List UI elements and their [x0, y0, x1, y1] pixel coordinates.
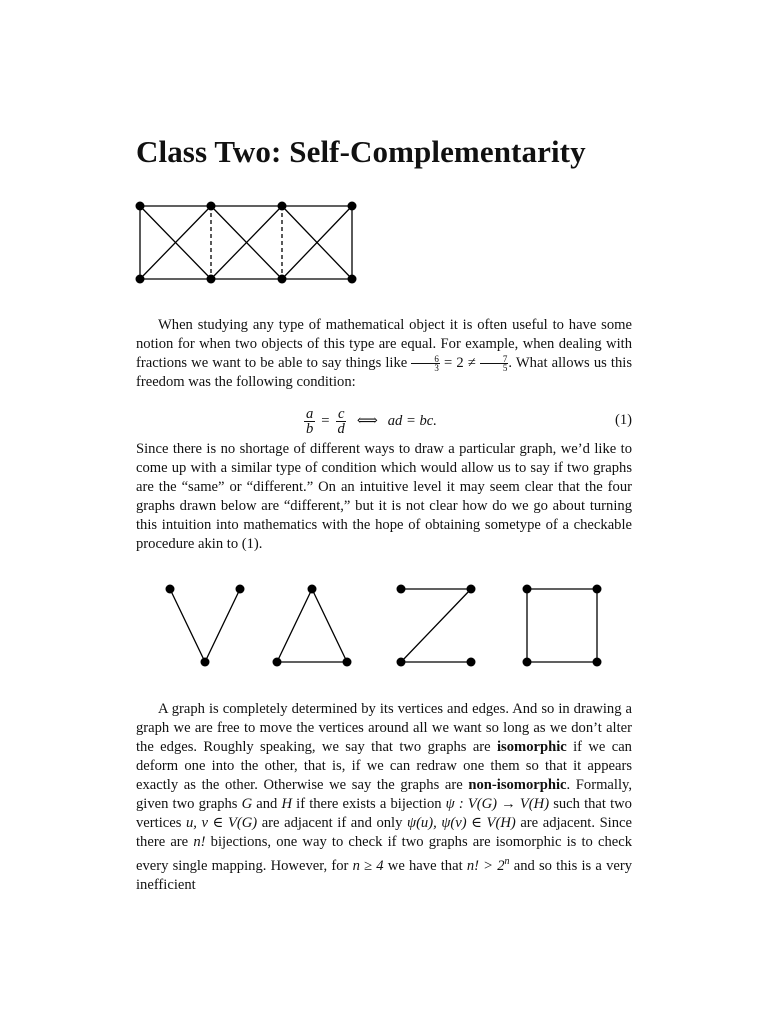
graph-vertex: [278, 202, 287, 211]
fraction-seven-fifths: $\frac{7}{5}$: [480, 355, 509, 372]
equation-1: $\frac{a}{b}$ = $\frac{c}{d}$ ⟺ ad = bc. (1): [306, 405, 632, 437]
graph-vertex: [523, 585, 532, 594]
graph-vertex: [593, 658, 602, 667]
graph-edge: [205, 589, 240, 662]
graph-edge: [312, 589, 347, 662]
page-title: Class Two: Self-Complementarity: [136, 134, 586, 169]
term-isomorphic: isomorphic: [497, 739, 567, 755]
graph-edge: [140, 206, 211, 279]
graph-vertex: [593, 585, 602, 594]
paragraph-1: When studying any type of mathematical object it is often useful to have some notion for when two objects of this type are equal. For example, when dealing with fractions we want to be able to say things like $\frac{6}{3}$ = 2 ≠ $\frac{7}{5}$ . What allows us this freedom was the following condition:: [136, 317, 632, 390]
graph-vertex: [136, 202, 145, 211]
graph-edge: [401, 589, 471, 662]
graph-vertex: [273, 658, 282, 667]
graph-vertex: [467, 658, 476, 667]
graph-edge: [282, 206, 352, 279]
paragraph-2: Since there is no shortage of different ways to draw a particular graph, we’d like to come up with a similar type of condition which would allow us to say if two graphs are the “same” or “different.” On an intuitive level it may seem clear that the four graphs drawn below are “different,” but it is not clear how do we go about turning this intuition into mathematics with the hope of obtaining sometype of a checkable procedure akin to (1).: [136, 441, 632, 552]
graph-vertex: [348, 202, 357, 211]
graph-vertex: [136, 275, 145, 284]
graph-edge: [211, 206, 282, 279]
graph-edge: [277, 589, 312, 662]
graph-vertex: [236, 585, 245, 594]
paragraph-3: A graph is completely determined by its vertices and edges. And so in drawing a graph we are free to move the vertices around all we want so long as we don’t alter the edges. Roughly speaking, we say that two graphs are isomorphic if we can deform one into the other, that is, if we can redraw one them so that it appears exactly as the other. Otherwise we say the graphs are non-isomorphic. Formally, given two graphs G and H if there exists a bijection ψ : V(G) → V(H) such that two vertices u, v ∈ V(G) are adjacent if and only ψ(u), ψ(v) ∈ V(H) are adjacent. Since there are n! bijections, one way to check if two graphs are isomorphic is to check every single mapping. However, for n ≥ 4 we have that n! > $2^n$ and so this is a very inefficient: [136, 701, 633, 893]
graph-vertex: [348, 275, 357, 284]
graph-edge: [140, 206, 211, 279]
graph-vertex: [278, 275, 287, 284]
graph-vertex: [523, 658, 532, 667]
graph-edge: [211, 206, 282, 279]
graph-vertex: [201, 658, 210, 667]
fraction-c-over-d: $\frac{c}{d}$: [337, 405, 345, 437]
graph-vertex: [308, 585, 317, 594]
graph-vertex: [467, 585, 476, 594]
graph-vertex: [397, 658, 406, 667]
fraction-six-thirds: $\frac{6}{3}$: [411, 355, 440, 372]
graph-vertex: [343, 658, 352, 667]
equation-number: (1): [614, 412, 632, 428]
graph-vertex: [397, 585, 406, 594]
fraction-a-over-b: $\frac{a}{b}$: [306, 405, 314, 437]
term-non-isomorphic: non-isomorphic: [468, 777, 567, 793]
graph-edge: [282, 206, 352, 279]
graph-edge: [170, 589, 205, 662]
graph-vertex: [166, 585, 175, 594]
graph-vertex: [207, 275, 216, 284]
graph-vertex: [207, 202, 216, 211]
